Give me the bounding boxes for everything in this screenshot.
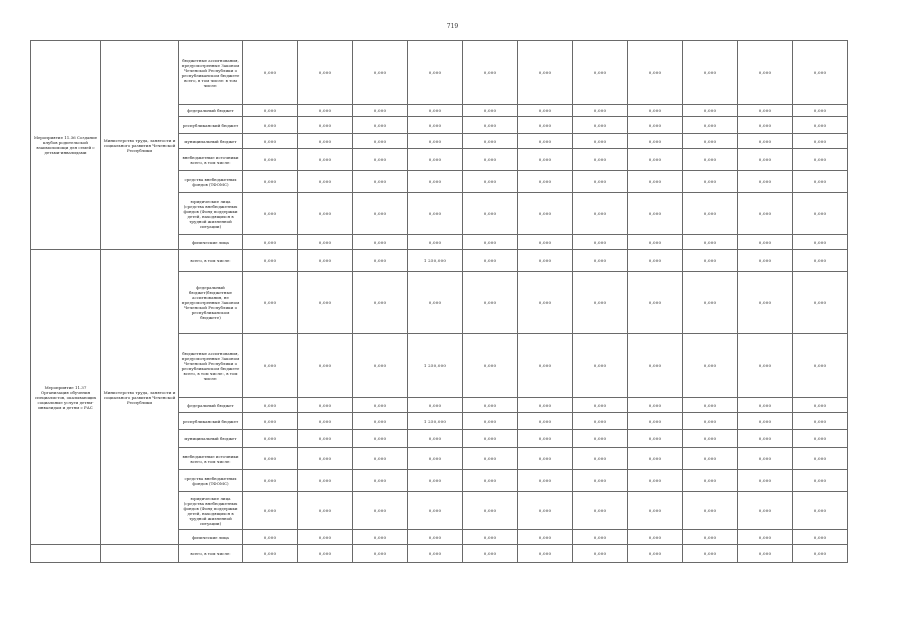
value-cell: 0,000 bbox=[628, 134, 683, 149]
value-cell: 0,000 bbox=[518, 105, 573, 117]
measure-name-cell bbox=[31, 545, 101, 563]
value-cell: 0,000 bbox=[683, 193, 738, 235]
value-cell: 0,000 bbox=[628, 530, 683, 545]
funding-source-label: внебюджетные источники всего, в том числе: bbox=[179, 448, 243, 470]
value-cell: 0,000 bbox=[243, 134, 298, 149]
value-cell: 0,000 bbox=[298, 235, 353, 250]
value-cell: 0,000 bbox=[518, 334, 573, 398]
value-cell: 0,000 bbox=[793, 492, 848, 530]
value-cell: 0,000 bbox=[738, 250, 793, 272]
value-cell: 0,000 bbox=[628, 41, 683, 105]
funding-source-label: бюджетные ассигнования, предусмотренные Законом Чеченской Республики о республиканском бюджете всего, в том числе:, в том числе: bbox=[179, 334, 243, 398]
value-cell: 0,000 bbox=[463, 334, 518, 398]
value-cell: 0,000 bbox=[408, 530, 463, 545]
value-cell: 0,000 bbox=[738, 41, 793, 105]
value-cell: 0,000 bbox=[683, 413, 738, 430]
value-cell: 0,000 bbox=[243, 413, 298, 430]
value-cell: 0,000 bbox=[793, 448, 848, 470]
value-cell: 0,000 bbox=[298, 530, 353, 545]
value-cell: 0,000 bbox=[243, 105, 298, 117]
measure-name-cell: Мероприятие 11.36 Создание клубов родительской взаимопомощи для семей с детьми-инвалидами bbox=[31, 41, 101, 250]
value-cell: 0,000 bbox=[683, 492, 738, 530]
value-cell: 0,000 bbox=[628, 171, 683, 193]
value-cell: 0,000 bbox=[243, 117, 298, 134]
value-cell: 0,000 bbox=[518, 171, 573, 193]
value-cell: 0,000 bbox=[518, 492, 573, 530]
value-cell: 0,000 bbox=[518, 235, 573, 250]
value-cell: 0,000 bbox=[463, 470, 518, 492]
value-cell: 0,000 bbox=[298, 272, 353, 334]
value-cell: 0,000 bbox=[518, 134, 573, 149]
table-row bbox=[31, 41, 848, 105]
value-cell: 0,000 bbox=[518, 530, 573, 545]
value-cell: 0,000 bbox=[793, 470, 848, 492]
funding-source-label: средства внебюджетных фондов (ТФОМС) bbox=[179, 470, 243, 492]
value-cell: 0,000 bbox=[628, 193, 683, 235]
value-cell: 0,000 bbox=[298, 430, 353, 448]
value-cell: 0,000 bbox=[518, 545, 573, 563]
value-cell: 0,000 bbox=[243, 470, 298, 492]
value-cell: 0,000 bbox=[738, 492, 793, 530]
value-cell: 0,000 bbox=[298, 149, 353, 171]
value-cell: 0,000 bbox=[353, 530, 408, 545]
value-cell: 0,000 bbox=[738, 272, 793, 334]
value-cell: 0,000 bbox=[243, 334, 298, 398]
value-cell: 0,000 bbox=[243, 41, 298, 105]
value-cell: 1 250,000 bbox=[408, 413, 463, 430]
value-cell: 0,000 bbox=[463, 171, 518, 193]
value-cell: 0,000 bbox=[628, 272, 683, 334]
value-cell: 0,000 bbox=[683, 530, 738, 545]
value-cell: 0,000 bbox=[628, 105, 683, 117]
value-cell: 0,000 bbox=[243, 149, 298, 171]
value-cell: 0,000 bbox=[518, 470, 573, 492]
value-cell: 0,000 bbox=[573, 272, 628, 334]
value-cell: 0,000 bbox=[298, 193, 353, 235]
value-cell: 0,000 bbox=[683, 398, 738, 413]
value-cell: 1 250,000 bbox=[408, 250, 463, 272]
value-cell: 0,000 bbox=[793, 272, 848, 334]
value-cell: 0,000 bbox=[573, 117, 628, 134]
value-cell: 0,000 bbox=[353, 413, 408, 430]
value-cell: 0,000 bbox=[738, 545, 793, 563]
value-cell: 0,000 bbox=[463, 149, 518, 171]
value-cell: 0,000 bbox=[738, 530, 793, 545]
value-cell: 0,000 bbox=[298, 470, 353, 492]
budget-table bbox=[30, 40, 848, 563]
value-cell: 0,000 bbox=[573, 492, 628, 530]
value-cell: 0,000 bbox=[683, 545, 738, 563]
value-cell: 0,000 bbox=[243, 235, 298, 250]
value-cell: 0,000 bbox=[463, 134, 518, 149]
value-cell: 0,000 bbox=[243, 545, 298, 563]
value-cell: 0,000 bbox=[298, 105, 353, 117]
value-cell: 0,000 bbox=[353, 134, 408, 149]
value-cell: 0,000 bbox=[243, 448, 298, 470]
value-cell: 0,000 bbox=[518, 149, 573, 171]
value-cell: 0,000 bbox=[738, 430, 793, 448]
value-cell: 0,000 bbox=[683, 171, 738, 193]
value-cell: 0,000 bbox=[793, 134, 848, 149]
value-cell: 0,000 bbox=[463, 492, 518, 530]
value-cell: 0,000 bbox=[243, 250, 298, 272]
value-cell: 0,000 bbox=[573, 545, 628, 563]
value-cell: 0,000 bbox=[793, 171, 848, 193]
value-cell: 0,000 bbox=[463, 413, 518, 430]
value-cell: 0,000 bbox=[628, 545, 683, 563]
value-cell: 0,000 bbox=[738, 193, 793, 235]
value-cell: 0,000 bbox=[353, 193, 408, 235]
value-cell: 0,000 bbox=[243, 492, 298, 530]
value-cell: 0,000 bbox=[408, 134, 463, 149]
value-cell: 0,000 bbox=[463, 545, 518, 563]
value-cell: 1 250,000 bbox=[408, 334, 463, 398]
value-cell: 0,000 bbox=[573, 193, 628, 235]
value-cell: 0,000 bbox=[793, 193, 848, 235]
value-cell: 0,000 bbox=[298, 41, 353, 105]
value-cell: 0,000 bbox=[628, 117, 683, 134]
funding-source-label: федеральный бюджет(бюджетные ассигнования, не предусмотренные Законом Чеченской Республики о республиканском бюджете) bbox=[179, 272, 243, 334]
executor-cell: Министерство труда, занятости и социального развития Чеченской Республики bbox=[101, 250, 179, 545]
funding-source-label: юридические лица (средства внебюджетных фондов (Фонд поддержки детей, находящихся в трудной жизненной ситуации) bbox=[179, 193, 243, 235]
value-cell: 0,000 bbox=[298, 398, 353, 413]
value-cell: 0,000 bbox=[683, 105, 738, 117]
funding-source-label: физические лица bbox=[179, 530, 243, 545]
value-cell: 0,000 bbox=[353, 272, 408, 334]
value-cell: 0,000 bbox=[628, 470, 683, 492]
funding-source-label: федеральный бюджет bbox=[179, 105, 243, 117]
page-number: 719 bbox=[446, 23, 459, 30]
value-cell: 0,000 bbox=[463, 105, 518, 117]
value-cell: 0,000 bbox=[573, 398, 628, 413]
funding-source-label: всего, в том числе: bbox=[179, 250, 243, 272]
value-cell: 0,000 bbox=[408, 492, 463, 530]
value-cell: 0,000 bbox=[463, 41, 518, 105]
value-cell: 0,000 bbox=[463, 272, 518, 334]
value-cell: 0,000 bbox=[408, 149, 463, 171]
funding-source-label: федеральный бюджет bbox=[179, 398, 243, 413]
value-cell: 0,000 bbox=[298, 545, 353, 563]
value-cell: 0,000 bbox=[738, 235, 793, 250]
value-cell: 0,000 bbox=[518, 272, 573, 334]
value-cell: 0,000 bbox=[573, 530, 628, 545]
funding-source-label: юридические лица (средства внебюджетных фондов (Фонд поддержки детей, находящихся в трудной жизненной ситуации) bbox=[179, 492, 243, 530]
value-cell: 0,000 bbox=[243, 430, 298, 448]
value-cell: 0,000 bbox=[573, 334, 628, 398]
value-cell: 0,000 bbox=[353, 117, 408, 134]
value-cell: 0,000 bbox=[518, 398, 573, 413]
value-cell: 0,000 bbox=[353, 235, 408, 250]
value-cell: 0,000 bbox=[683, 117, 738, 134]
value-cell: 0,000 bbox=[793, 398, 848, 413]
value-cell: 0,000 bbox=[793, 250, 848, 272]
value-cell: 0,000 bbox=[353, 448, 408, 470]
value-cell: 0,000 bbox=[793, 430, 848, 448]
value-cell: 0,000 bbox=[573, 149, 628, 171]
funding-source-label: муниципальный бюджет bbox=[179, 430, 243, 448]
value-cell: 0,000 bbox=[628, 149, 683, 171]
value-cell: 0,000 bbox=[408, 430, 463, 448]
value-cell: 0,000 bbox=[628, 334, 683, 398]
value-cell: 0,000 bbox=[683, 41, 738, 105]
value-cell: 0,000 bbox=[408, 545, 463, 563]
value-cell: 0,000 bbox=[408, 117, 463, 134]
value-cell: 0,000 bbox=[738, 334, 793, 398]
value-cell: 0,000 bbox=[353, 250, 408, 272]
value-cell: 0,000 bbox=[463, 430, 518, 448]
value-cell: 0,000 bbox=[683, 448, 738, 470]
value-cell: 0,000 bbox=[518, 193, 573, 235]
value-cell: 0,000 bbox=[738, 117, 793, 134]
value-cell: 0,000 bbox=[573, 413, 628, 430]
value-cell: 0,000 bbox=[793, 41, 848, 105]
value-cell: 0,000 bbox=[793, 545, 848, 563]
value-cell: 0,000 bbox=[463, 398, 518, 413]
value-cell: 0,000 bbox=[353, 470, 408, 492]
value-cell: 0,000 bbox=[298, 134, 353, 149]
value-cell: 0,000 bbox=[298, 492, 353, 530]
table-row bbox=[31, 250, 848, 272]
value-cell: 0,000 bbox=[463, 250, 518, 272]
value-cell: 0,000 bbox=[738, 134, 793, 149]
executor-cell: Министерство труда, занятости и социального развития Чеченской Республики bbox=[101, 41, 179, 250]
value-cell: 0,000 bbox=[738, 105, 793, 117]
value-cell: 0,000 bbox=[408, 398, 463, 413]
value-cell: 0,000 bbox=[408, 41, 463, 105]
value-cell: 0,000 bbox=[573, 41, 628, 105]
value-cell: 0,000 bbox=[573, 250, 628, 272]
value-cell: 0,000 bbox=[573, 134, 628, 149]
value-cell: 0,000 bbox=[683, 430, 738, 448]
value-cell: 0,000 bbox=[738, 448, 793, 470]
value-cell: 0,000 bbox=[793, 105, 848, 117]
value-cell: 0,000 bbox=[298, 117, 353, 134]
value-cell: 0,000 bbox=[518, 430, 573, 448]
value-cell: 0,000 bbox=[463, 117, 518, 134]
value-cell: 0,000 bbox=[298, 171, 353, 193]
value-cell: 0,000 bbox=[408, 193, 463, 235]
value-cell: 0,000 bbox=[628, 448, 683, 470]
funding-source-label: бюджетные ассигнования, предусмотренные Законом Чеченской Республики о республиканском бюджете всего, в том числе: в том числе: bbox=[179, 41, 243, 105]
value-cell: 0,000 bbox=[518, 250, 573, 272]
value-cell: 0,000 bbox=[793, 334, 848, 398]
value-cell: 0,000 bbox=[793, 530, 848, 545]
value-cell: 0,000 bbox=[243, 398, 298, 413]
value-cell: 0,000 bbox=[628, 235, 683, 250]
value-cell: 0,000 bbox=[793, 413, 848, 430]
funding-source-label: физические лица bbox=[179, 235, 243, 250]
value-cell: 0,000 bbox=[463, 530, 518, 545]
value-cell: 0,000 bbox=[243, 193, 298, 235]
value-cell: 0,000 bbox=[573, 448, 628, 470]
funding-source-label: республиканский бюджет bbox=[179, 413, 243, 430]
value-cell: 0,000 bbox=[353, 492, 408, 530]
measure-name-cell: Мероприятие 11.37 Организация обучения специалистов, оказывающих социальные услуги детям-инвалидам и детям с РАС bbox=[31, 250, 101, 545]
value-cell: 0,000 bbox=[518, 448, 573, 470]
value-cell: 0,000 bbox=[298, 334, 353, 398]
value-cell: 0,000 bbox=[243, 530, 298, 545]
value-cell: 0,000 bbox=[573, 105, 628, 117]
value-cell: 0,000 bbox=[683, 334, 738, 398]
value-cell: 0,000 bbox=[738, 470, 793, 492]
value-cell: 0,000 bbox=[408, 448, 463, 470]
value-cell: 0,000 bbox=[353, 545, 408, 563]
value-cell: 0,000 bbox=[408, 171, 463, 193]
value-cell: 0,000 bbox=[353, 334, 408, 398]
value-cell: 0,000 bbox=[518, 41, 573, 105]
funding-source-label: средства внебюджетных фондов (ТФОМС) bbox=[179, 171, 243, 193]
value-cell: 0,000 bbox=[353, 149, 408, 171]
value-cell: 0,000 bbox=[683, 134, 738, 149]
value-cell: 0,000 bbox=[353, 398, 408, 413]
value-cell: 0,000 bbox=[353, 171, 408, 193]
funding-source-label: всего, в том числе: bbox=[179, 545, 243, 563]
value-cell: 0,000 bbox=[463, 448, 518, 470]
value-cell: 0,000 bbox=[738, 398, 793, 413]
value-cell: 0,000 bbox=[683, 272, 738, 334]
value-cell: 0,000 bbox=[738, 413, 793, 430]
value-cell: 0,000 bbox=[683, 235, 738, 250]
value-cell: 0,000 bbox=[298, 448, 353, 470]
value-cell: 0,000 bbox=[463, 235, 518, 250]
value-cell: 0,000 bbox=[628, 250, 683, 272]
value-cell: 0,000 bbox=[243, 272, 298, 334]
value-cell: 0,000 bbox=[683, 250, 738, 272]
value-cell: 0,000 bbox=[518, 117, 573, 134]
value-cell: 0,000 bbox=[408, 105, 463, 117]
value-cell: 0,000 bbox=[628, 492, 683, 530]
value-cell: 0,000 bbox=[298, 250, 353, 272]
value-cell: 0,000 bbox=[573, 430, 628, 448]
value-cell: 0,000 bbox=[573, 470, 628, 492]
funding-source-label: республиканский бюджет bbox=[179, 117, 243, 134]
value-cell: 0,000 bbox=[408, 470, 463, 492]
value-cell: 0,000 bbox=[243, 171, 298, 193]
value-cell: 0,000 bbox=[683, 149, 738, 171]
value-cell: 0,000 bbox=[353, 41, 408, 105]
value-cell: 0,000 bbox=[628, 398, 683, 413]
funding-source-label: внебюджетные источники всего, в том числе: bbox=[179, 149, 243, 171]
value-cell: 0,000 bbox=[518, 413, 573, 430]
value-cell: 0,000 bbox=[628, 413, 683, 430]
value-cell: 0,000 bbox=[683, 470, 738, 492]
value-cell: 0,000 bbox=[793, 117, 848, 134]
value-cell: 0,000 bbox=[408, 272, 463, 334]
table-row bbox=[31, 545, 848, 563]
executor-cell bbox=[101, 545, 179, 563]
value-cell: 0,000 bbox=[793, 235, 848, 250]
value-cell: 0,000 bbox=[573, 235, 628, 250]
value-cell: 0,000 bbox=[463, 193, 518, 235]
funding-source-label: муниципальный бюджет bbox=[179, 134, 243, 149]
value-cell: 0,000 bbox=[353, 430, 408, 448]
value-cell: 0,000 bbox=[298, 413, 353, 430]
value-cell: 0,000 bbox=[793, 149, 848, 171]
value-cell: 0,000 bbox=[628, 430, 683, 448]
value-cell: 0,000 bbox=[738, 149, 793, 171]
value-cell: 0,000 bbox=[353, 105, 408, 117]
value-cell: 0,000 bbox=[573, 171, 628, 193]
value-cell: 0,000 bbox=[738, 171, 793, 193]
value-cell: 0,000 bbox=[408, 235, 463, 250]
